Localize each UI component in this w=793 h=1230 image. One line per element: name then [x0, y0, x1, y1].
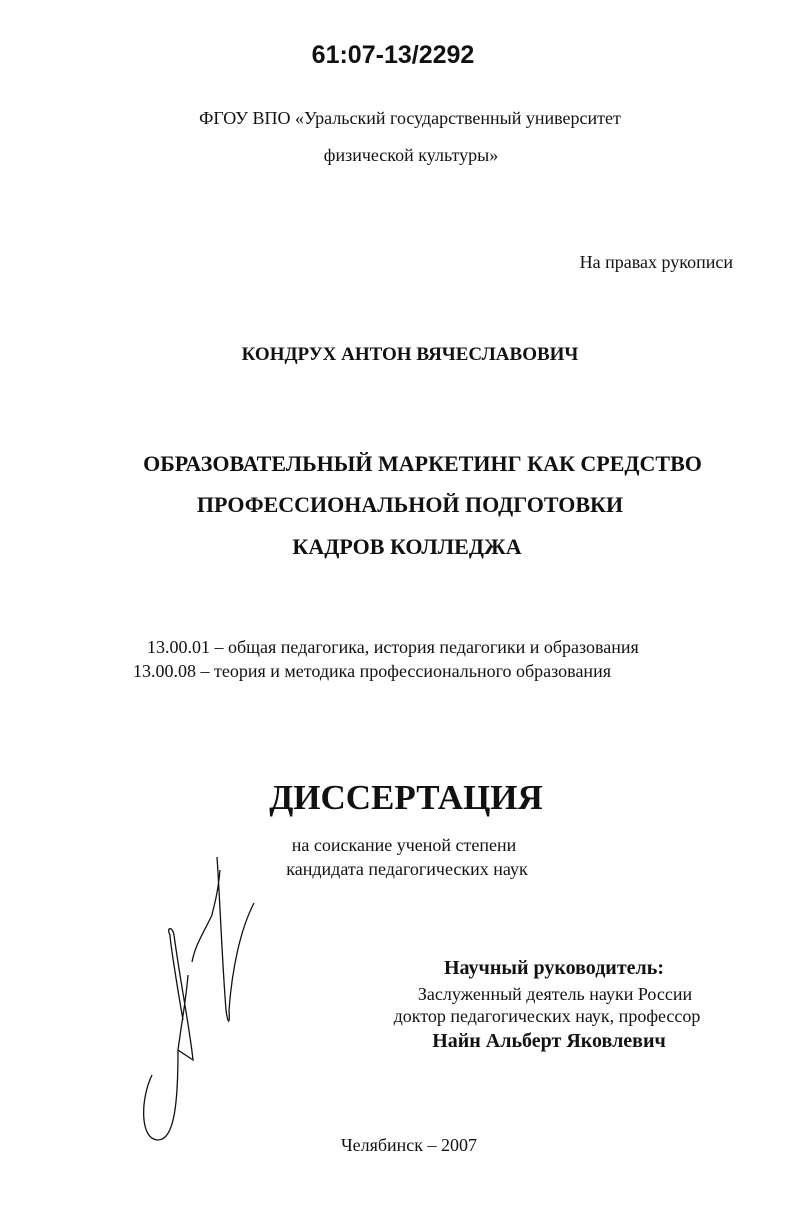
archive-stamp: 61:07-13/2292 [311, 41, 475, 69]
author-name: КОНДРУХ АНТОН ВЯЧЕСЛАВОВИЧ [241, 344, 579, 365]
institution-line-1: ФГОУ ВПО «Уральский государственный университет [199, 108, 621, 128]
degree-line-1: на соискание ученой степени [291, 835, 517, 855]
title-line-2: ПРОФЕССИОНАЛЬНОЙ ПОДГОТОВКИ [196, 492, 624, 517]
speciality-2: 13.00.08 – теория и методика профессионального образования [133, 661, 611, 681]
speciality-1: 13.00.01 – общая педагогика, история педагогики и образования [147, 637, 639, 657]
title-line-3: КАДРОВ КОЛЛЕДЖА [292, 534, 522, 559]
place-year: Челябинск – 2007 [340, 1135, 478, 1155]
supervisor-title-1: Заслуженный деятель науки России [417, 984, 693, 1004]
document-type: ДИССЕРТАЦИЯ [269, 778, 543, 817]
manuscript-note: На правах рукописи [579, 252, 733, 272]
supervisor-title-2: доктор педагогических наук, профессор [393, 1006, 701, 1026]
supervisor-heading: Научный руководитель: [444, 957, 664, 979]
title-line-1: ОБРАЗОВАТЕЛЬНЫЙ МАРКЕТИНГ КАК СРЕДСТВО [143, 451, 702, 476]
degree-line-2: кандидата педагогических наук [286, 859, 528, 879]
institution-line-2: физической культуры» [323, 145, 499, 165]
supervisor-name: Найн Альберт Яковлевич [432, 1030, 666, 1052]
